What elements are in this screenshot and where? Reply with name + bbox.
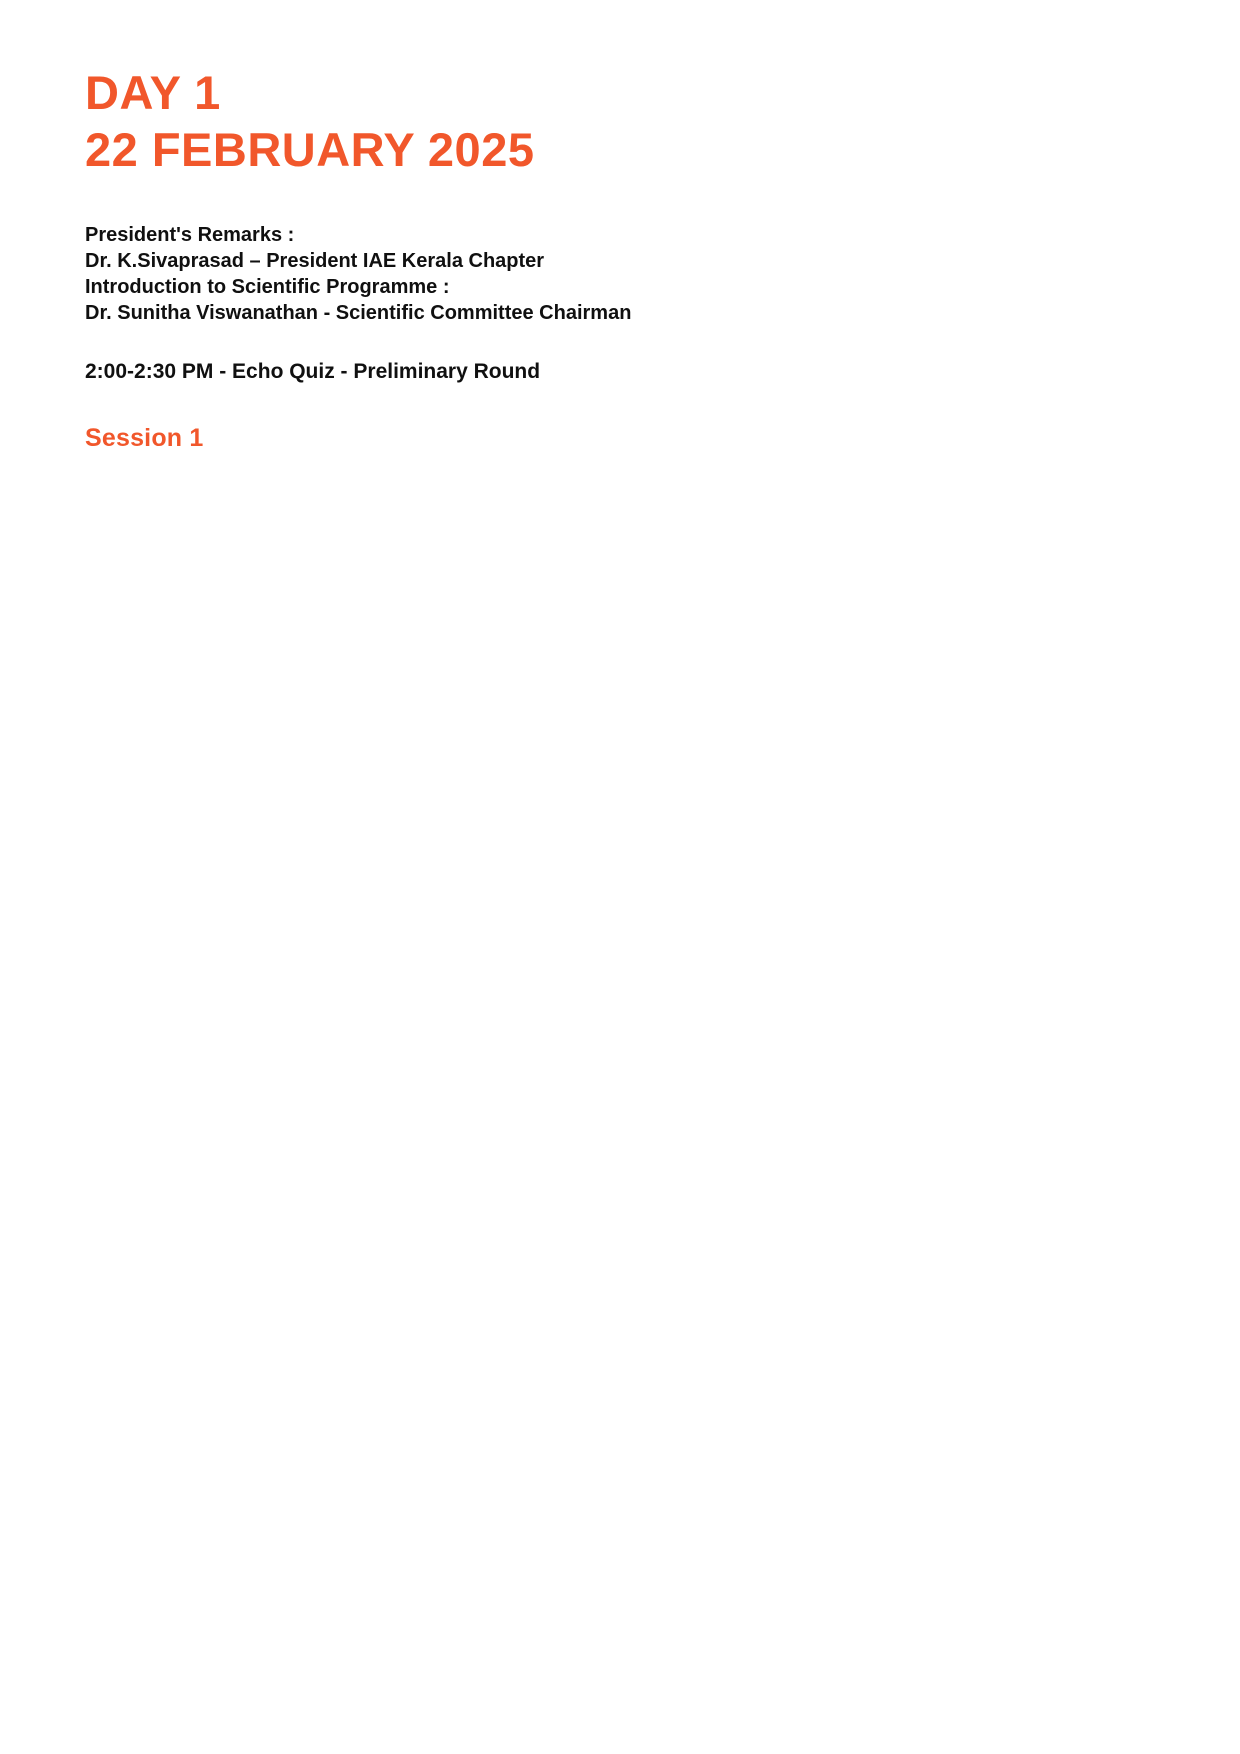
page-title-day: DAY 1 [85,66,221,119]
page-title-date: 22 FEBRUARY 2025 [85,123,535,176]
sessions-container [85,424,1155,453]
intro-line-programme-intro: Introduction to Scientific Programme : [85,276,450,298]
intro-line-chairman-name: Dr. Sunitha Viswanathan - Scientific Committee Chairman [85,302,632,324]
intro-block [85,222,1155,326]
intro-line-president-name: Dr. K.Sivaprasad – President IAE Kerala Chapter [85,250,545,272]
session-heading: Session 1 [85,424,204,452]
quiz-schedule-line: 2:00-2:30 PM - Echo Quiz - Preliminary Round [85,360,541,383]
intro-line-presidents-remarks: President's Remarks : [85,224,295,246]
